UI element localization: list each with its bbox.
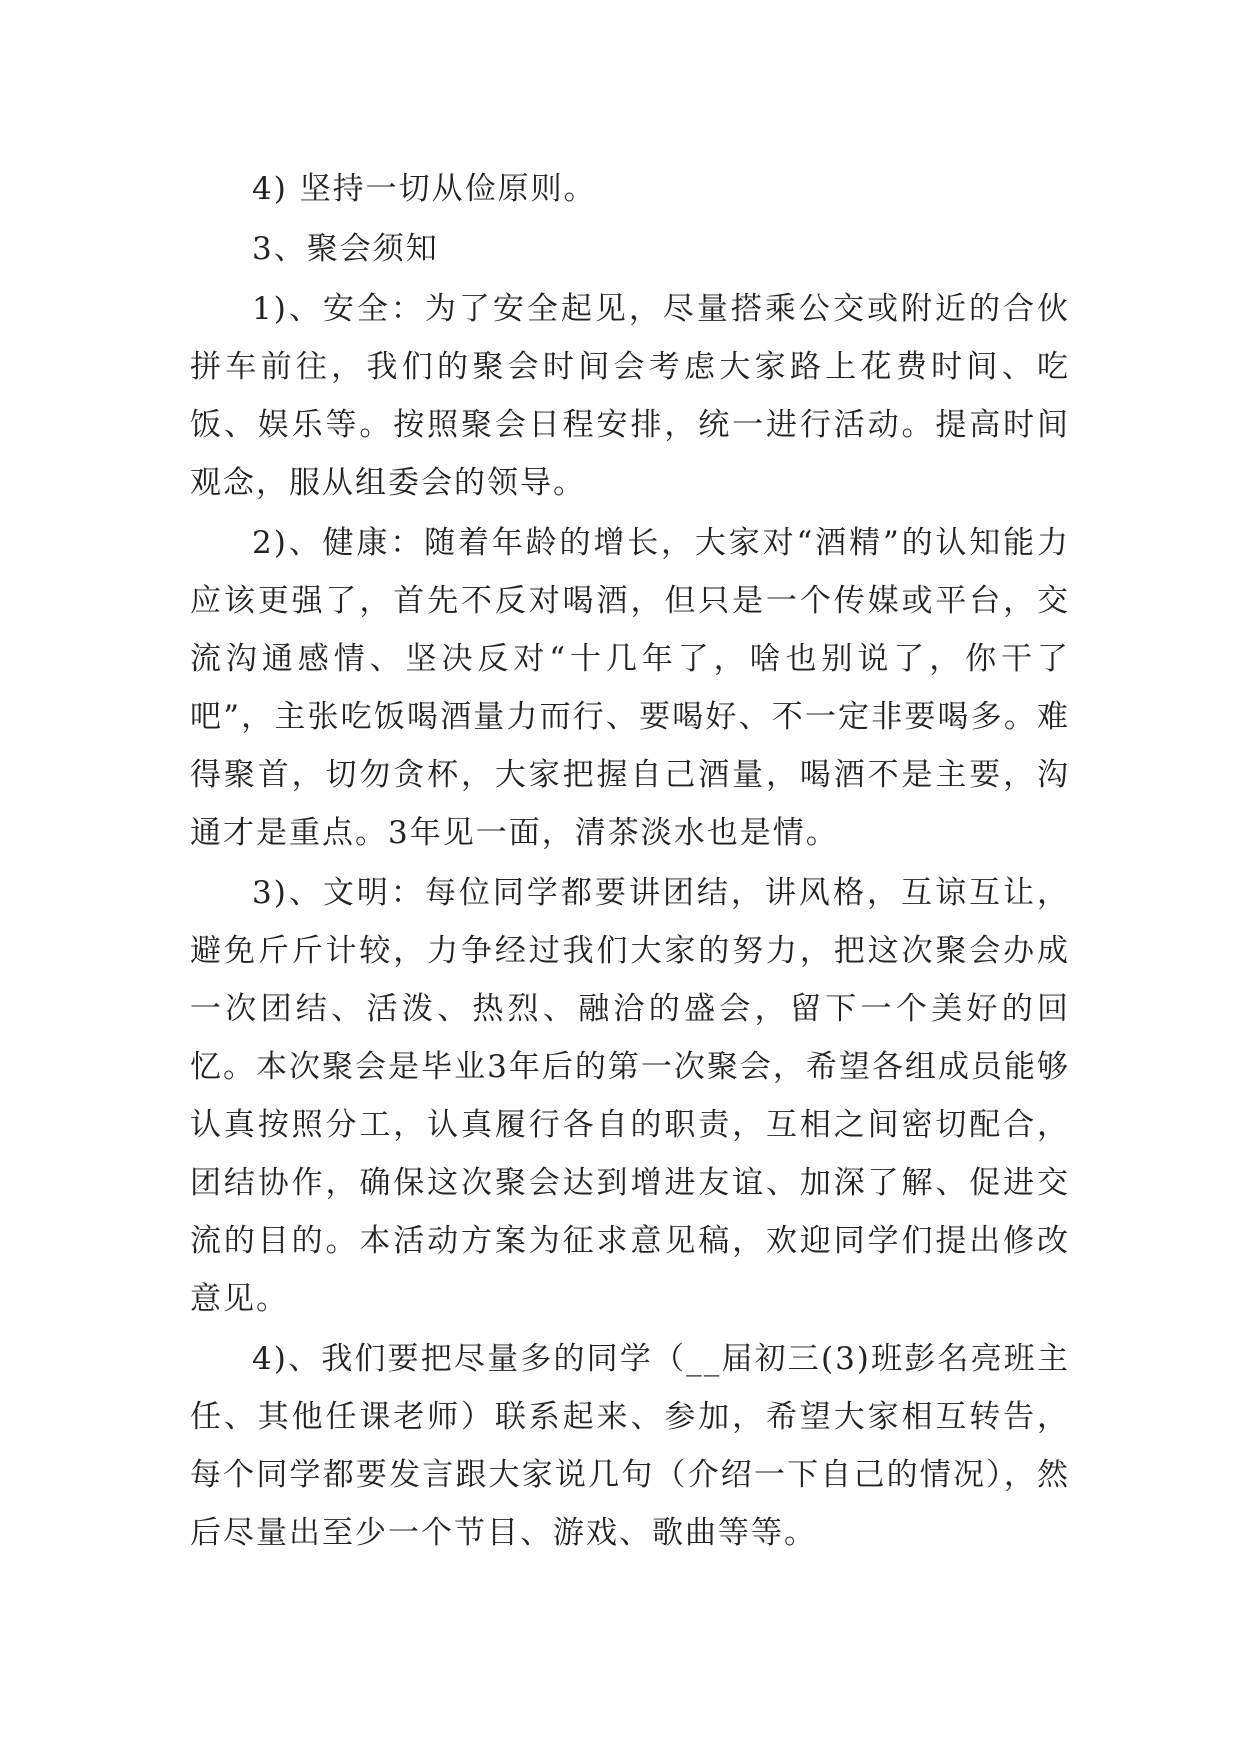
paragraph-principle-4: 4) 坚持一切从俭原则。 [252,171,597,207]
paragraph-civility: 3)、文明：每位同学都要讲团结，讲风格，互谅互让，避免斤斤计较，力争经过我们大家的努力，把这次聚会办成一次团结、活泼、热烈、融洽的盛会，留下一个美好的回忆。本次聚会是毕业3年后的第一次聚会，希望各组成员能够认真按照分工，认真履行各自的职责，互相之间密切配合，团结协作，确保这次聚会达到增进友谊、加深了解、促进交流的目的。本活动方案为征求意见稿，欢迎同学们提出修改意见。 [190,875,1070,1317]
section-heading-notice: 3、聚会须知 [252,231,439,267]
document-body [190,160,1070,1562]
paragraph-safety: 1)、安全：为了安全起见，尽量搭乘公交或附近的合伙拼车前往，我们的聚会时间会考虑大家路上花费时间、吃饭、娱乐等。按照聚会日程安排，统一进行活动。提高时间观念，服从组委会的领导。 [190,291,1070,501]
paragraph-health: 2)、健康：随着年龄的增长，大家对“酒精”的认知能力应该更强了，首先不反对喝酒，但只是一个传媒或平台，交流沟通感情、坚决反对“十几年了，啥也别说了，你干了吧”，主张吃饭喝酒量力而行、要喝好、不一定非要喝多。难得聚首，切勿贪杯，大家把握自己酒量，喝酒不是主要，沟通才是重点。3年见一面，清茶淡水也是情。 [190,525,1070,851]
paragraph-participation: 4)、我们要把尽量多的同学（__届初三(3)班彭名亮班主任、其他任课老师）联系起来、参加，希望大家相互转告，每个同学都要发言跟大家说几句（介绍一下自己的情况），然后尽量出至少一个节目、游戏、歌曲等等。 [190,1341,1070,1551]
